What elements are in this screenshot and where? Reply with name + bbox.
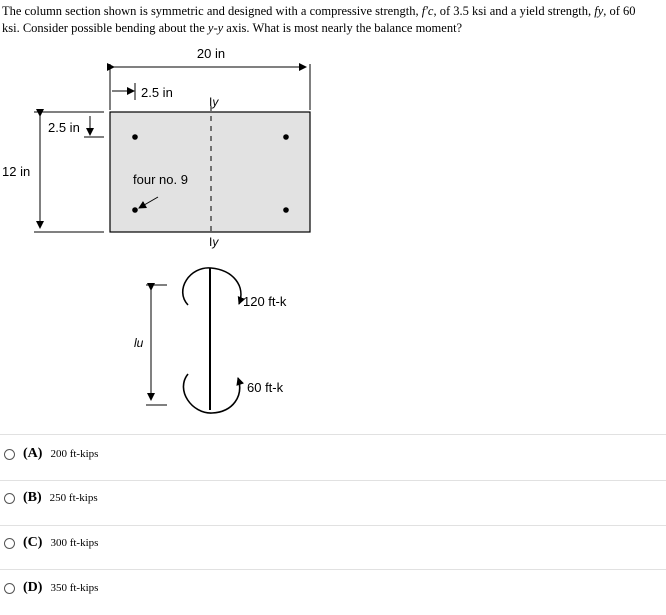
symbol-fy: fy: [594, 4, 604, 18]
question-part-3: , of 60 ksi. Consider possible bending about the: [2, 4, 636, 35]
question-text: [2, 3, 642, 37]
moment-arrow-top: [183, 268, 241, 305]
option-b-radio[interactable]: [4, 493, 15, 504]
column-section-figure: [0, 40, 666, 420]
figure-svg: [0, 40, 666, 420]
question-part-2: , of 3.5 ksi and a yield strength,: [433, 4, 595, 18]
option-d-letter: (D): [23, 580, 43, 595]
option-c-letter: (C): [23, 535, 43, 550]
option-d-text: 350 ft-kips: [50, 582, 99, 594]
option-c-text: 300 ft-kips: [50, 537, 99, 549]
rebar-bottom-right: [283, 207, 289, 213]
option-b-text: 250 ft-kips: [49, 492, 98, 504]
option-divider-2: [0, 525, 666, 526]
rebar-bottom-left: [132, 207, 138, 213]
axis-name: y-y: [207, 21, 224, 35]
width-dimension-label: 20 in: [196, 46, 226, 61]
option-b[interactable]: [4, 488, 98, 508]
rebar-top-left: [132, 134, 138, 140]
option-divider-1: [0, 480, 666, 481]
moment-top-label: 120 ft-k: [243, 294, 287, 309]
height-dimension-label: 12 in: [2, 164, 31, 179]
rebar-top-right: [283, 134, 289, 140]
moment-bottom-label: 60 ft-k: [247, 380, 284, 395]
option-b-letter: (B): [23, 490, 42, 505]
option-a-radio[interactable]: [4, 449, 15, 460]
cover-top-label: 2.5 in: [48, 120, 80, 135]
axis-label-top: Iy: [209, 95, 219, 109]
symbol-fc: f′c: [421, 4, 434, 18]
options-top-divider: [0, 434, 666, 435]
axis-label-bottom: Iy: [209, 235, 219, 249]
option-a-text: 200 ft-kips: [50, 448, 99, 460]
cover-side-label: 2.5 in: [141, 85, 173, 100]
moment-arrow-bottom: [183, 374, 239, 413]
option-divider-3: [0, 569, 666, 570]
bars-label: four no. 9: [133, 172, 188, 187]
option-c[interactable]: [4, 533, 98, 553]
option-c-radio[interactable]: [4, 538, 15, 549]
question-part-1: The column section shown is symmetric and designed with a compressive strength,: [2, 4, 422, 18]
option-a[interactable]: [4, 444, 98, 464]
option-a-letter: (A): [23, 446, 43, 461]
question-part-4: axis. What is most nearly the balance moment?: [223, 21, 463, 35]
length-label: lu: [134, 336, 144, 350]
option-d-radio[interactable]: [4, 583, 15, 594]
option-d[interactable]: [4, 578, 98, 598]
